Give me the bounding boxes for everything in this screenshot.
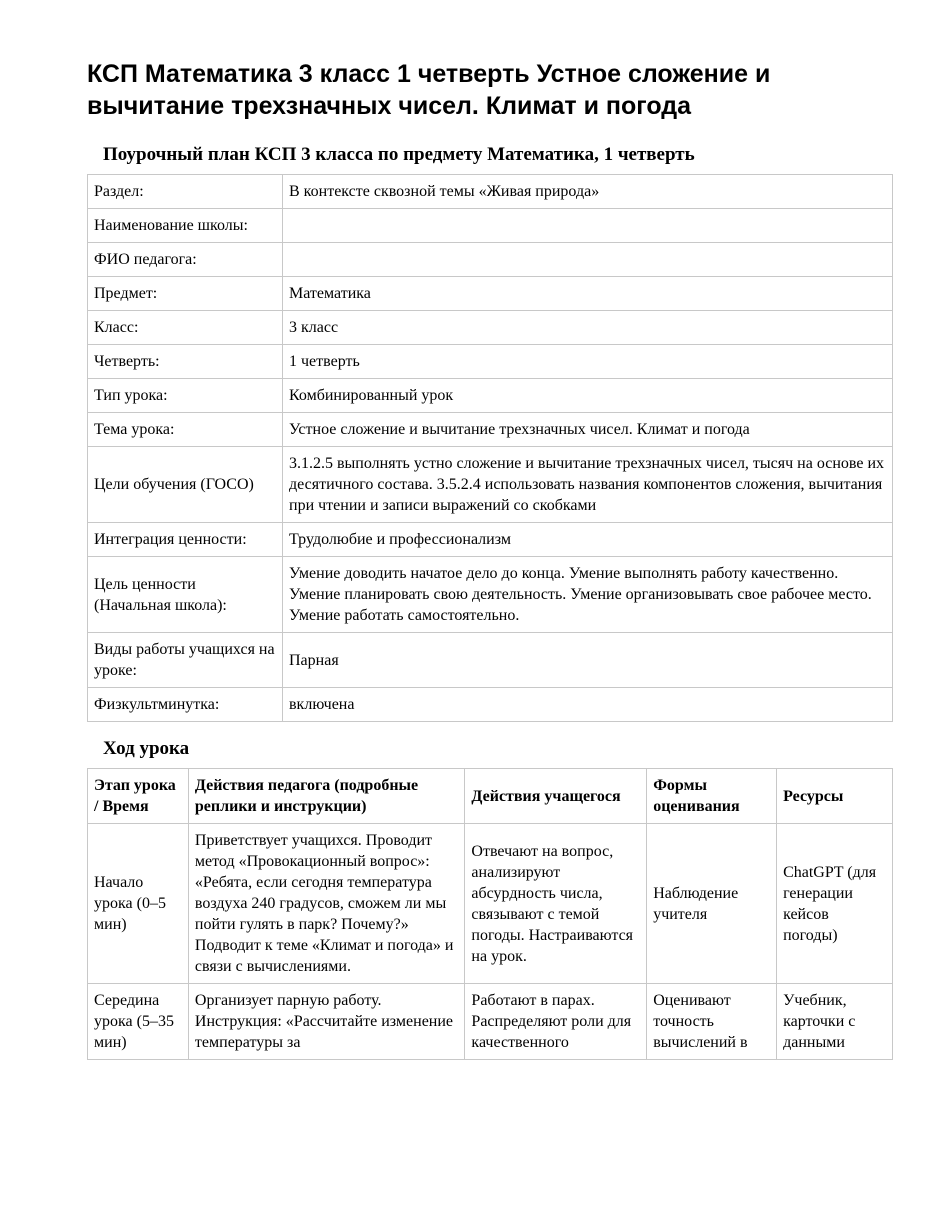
- column-header-assessment: Формы оценивания: [647, 769, 777, 824]
- table-row: [88, 523, 893, 557]
- info-value: Трудолюбие и профессионализм: [283, 523, 893, 557]
- table-row: [88, 688, 893, 722]
- info-label: ФИО педагога:: [88, 243, 283, 277]
- table-row: [88, 413, 893, 447]
- info-value: [283, 209, 893, 243]
- info-label: Виды работы учащихся на уроке:: [88, 633, 283, 688]
- table-row: [88, 824, 893, 984]
- info-label: Четверть:: [88, 345, 283, 379]
- lesson-flow-table: [87, 768, 893, 1060]
- table-row: [88, 633, 893, 688]
- document-title: КСП Математика 3 класс 1 четверть Устное сложение и вычитание трехзначных чисел. Климат и погода: [87, 60, 771, 120]
- info-value: 3.1.2.5 выполнять устно сложение и вычитание трехзначных чисел, тысяч на основе их десятичного состава. 3.5.2.4 использовать названия компонентов сложения, вычитания при чтении и записи выражений со скобками: [283, 447, 893, 523]
- info-value: Умение доводить начатое дело до конца. Умение выполнять работу качественно. Умение планировать свою деятельность. Умение организовывать свое рабочее место. Умение работать самостоятельно.: [283, 557, 893, 633]
- column-header-stage: Этап урока / Время: [88, 769, 189, 824]
- resources-cell: Учебник, карточки с данными: [777, 984, 893, 1060]
- table-row: [88, 311, 893, 345]
- table-header-row: [88, 769, 893, 824]
- info-value: [283, 243, 893, 277]
- info-label: Наименование школы:: [88, 209, 283, 243]
- info-value: 3 класс: [283, 311, 893, 345]
- info-label: Класс:: [88, 311, 283, 345]
- table-row: [88, 379, 893, 413]
- info-label: Цели обучения (ГОСО): [88, 447, 283, 523]
- info-value: 1 четверть: [283, 345, 893, 379]
- column-header-resources: Ресурсы: [777, 769, 893, 824]
- table-row: [88, 447, 893, 523]
- column-header-teacher-actions: Действия педагога (подробные реплики и инструкции): [188, 769, 465, 824]
- table-row: [88, 175, 893, 209]
- student-actions-cell: Отвечают на вопрос, анализируют абсурдность числа, связывают с темой погоды. Настраиваются на урок.: [465, 824, 647, 984]
- lesson-heading: Ход урока: [103, 738, 190, 759]
- info-label: Физкультминутка:: [88, 688, 283, 722]
- info-label: Раздел:: [88, 175, 283, 209]
- column-header-student-actions: Действия учащегося: [465, 769, 647, 824]
- table-row: [88, 243, 893, 277]
- teacher-actions-cell: Приветствует учащихся. Проводит метод «Провокационный вопрос»: «Ребята, если сегодня температура воздуха 240 градусов, сможем ли мы пойти гулять в парк? Почему?» Подводит к теме «Климат и погода» и связи с вычислениями.: [188, 824, 465, 984]
- info-value: Парная: [283, 633, 893, 688]
- info-value: Устное сложение и вычитание трехзначных чисел. Климат и погода: [283, 413, 893, 447]
- info-value: включена: [283, 688, 893, 722]
- info-value: Математика: [283, 277, 893, 311]
- info-label: Предмет:: [88, 277, 283, 311]
- table-row: [88, 345, 893, 379]
- document-page: [87, 58, 893, 1126]
- table-row: [88, 984, 893, 1060]
- lesson-table-viewport: [87, 768, 893, 1126]
- plan-heading: Поурочный план КСП 3 класса по предмету Математика, 1 четверть: [103, 144, 695, 165]
- info-label: Тип урока:: [88, 379, 283, 413]
- assessment-cell: Наблюдение учителя: [647, 824, 777, 984]
- section-spacer: [87, 722, 893, 738]
- table-row: [88, 557, 893, 633]
- info-label: Интеграция ценности:: [88, 523, 283, 557]
- info-value: Комбинированный урок: [283, 379, 893, 413]
- stage-cell: Середина урока (5–35 мин): [88, 984, 189, 1060]
- lesson-info-table: [87, 174, 893, 722]
- table-row: [88, 209, 893, 243]
- teacher-actions-cell: Организует парную работу. Инструкция: «Рассчитайте изменение температуры за: [188, 984, 465, 1060]
- assessment-cell: Оценивают точность вычислений в: [647, 984, 777, 1060]
- info-label: Цель ценности (Начальная школа):: [88, 557, 283, 633]
- info-label: Тема урока:: [88, 413, 283, 447]
- student-actions-cell: Работают в парах. Распределяют роли для качественного: [465, 984, 647, 1060]
- resources-cell: ChatGPT (для генерации кейсов погоды): [777, 824, 893, 984]
- stage-cell: Начало урока (0–5 мин): [88, 824, 189, 984]
- info-value: В контексте сквозной темы «Живая природа»: [283, 175, 893, 209]
- table-row: [88, 277, 893, 311]
